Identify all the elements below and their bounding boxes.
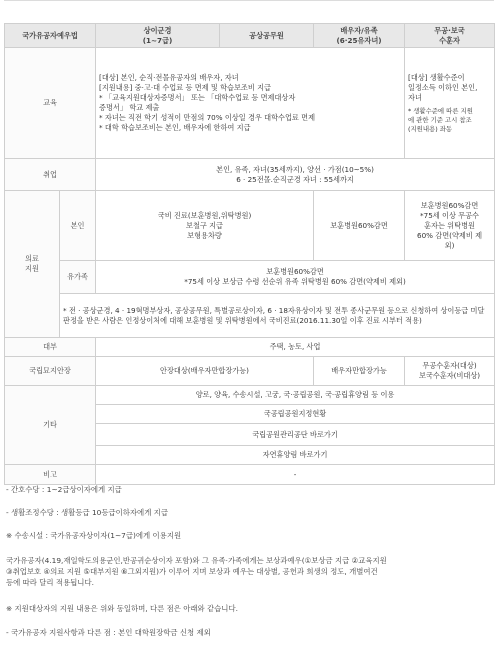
label-loan: 대부 bbox=[5, 338, 96, 357]
label-medical-family: 유가족 bbox=[60, 261, 96, 294]
row-medical-self bbox=[5, 191, 495, 261]
note-nursing-allowance: - 간호수당 : 1~2급상이자에게 지급 bbox=[6, 485, 122, 494]
row-remarks bbox=[5, 465, 495, 485]
medical-self-last: 보훈병원60%감면 *75세 이상 무공수 훈자는 위탁병원 60% 감면(약제비 제 외) bbox=[405, 191, 495, 261]
row-medical-note bbox=[5, 294, 495, 338]
note-summary: 국가유공자(4.19,재일학도의용군인,반공귀순상이자 포함)와 그 유족·가족에게는 보상과예우(①보상금 지급 ②교육지원 ③취업보호 ④의료 지원 ⑤대부지원 ⑥그외지원)가 이루어 지며 보상과 예우는 대상별, 공헌과 희생의 정도, 개별여건 등에 따라 달리 적용됩니다. bbox=[6, 556, 387, 587]
medical-self-text: 국비 진료(보훈병원,위탁병원) 보철구 지급 보형용차량 bbox=[96, 191, 314, 261]
education-last-note: * 생활수준에 따른 지원 에 관한 기준 고시 참조 (지원내용) 좌동 bbox=[408, 106, 473, 133]
link-recreation-forest[interactable]: 자연휴양림 바로가기 bbox=[96, 446, 495, 465]
education-last-cell bbox=[405, 48, 495, 159]
medical-family-text: 보훈병원60%감면 *75세 이상 보상금 수령 선순위 유족 위탁병원 60% 감면(약제비 제외) bbox=[96, 261, 495, 294]
row-education bbox=[5, 48, 495, 159]
education-last-text: [대상] 생활수준이 일정소득 이하인 본인, 자녀 bbox=[408, 72, 478, 102]
row-etc-1 bbox=[5, 386, 495, 405]
row-employment bbox=[5, 159, 495, 191]
label-medical: 의료 지원 bbox=[5, 191, 60, 338]
header-disabled-veterans: 상이군경 (1~7급) bbox=[96, 24, 220, 48]
header-law: 국가유공자예우법 bbox=[5, 24, 96, 48]
remarks-text: - bbox=[96, 465, 495, 485]
loan-text: 주택, 농토, 사업 bbox=[96, 338, 495, 357]
label-remarks: 비고 bbox=[5, 465, 96, 485]
cemetery-last: 무공수훈자(대상) 보국수훈자(비대상) bbox=[405, 357, 495, 386]
header-spouse-family: 배우자/유족 (6·25유자녀) bbox=[314, 24, 405, 48]
row-loan bbox=[5, 338, 495, 357]
link-national-park-service[interactable]: 국립공원관리공단 바로가기 bbox=[96, 424, 495, 446]
employment-text: 본인, 유족, 자녀(35세까지), 양선 · 가점(10~5%) 6 · 25전몰.순직군경 자녀 : 55세까지 bbox=[96, 159, 495, 191]
note-same-support: ※ 지원대상자의 지원 내용은 위와 동일하며, 다른 점은 아래와 같습니다. bbox=[6, 604, 238, 613]
note-transport: ※ 수송시설 : 국가유공자상이자(1~7급)에게 이용지원 bbox=[6, 531, 182, 540]
header-public-officials: 공상공무원 bbox=[220, 24, 314, 48]
medical-self-spouse: 보훈병원60%감면 bbox=[314, 191, 405, 261]
medical-note-text: * 전 · 공상군경, 4 · 19혁명부상자, 공상공무원, 특별공로상이자, 6 · 18자유상이자 및 전투 종사군무원 등으로 신청하여 상이등급 미달 판정을 받은 사람은 인정상이처에 대해 보훈병원 및 위탁병원에서 국비진료(2016.11.30일 이후 진료 시부터 적용) bbox=[60, 294, 495, 338]
link-national-parks-status[interactable]: 국공립공원지정현황 bbox=[96, 405, 495, 424]
header-merit-recipients: 무공·보국 수훈자 bbox=[405, 24, 495, 48]
education-text: [대상] 본인, 순직·전몰유공자의 배우자, 자녀 [지원내용] 중·고·대 수업료 등 면제 및 학습보조비 지급 * 「교육지원대상자증명서」 또는 「대학수업료 등 면제대상자 증명서」 학교 제출 * 자녀는 직전 학기 성적이 만점의 70% 이상일 경우 대학수업료 면제 * 대학 학습보조비는 본인, 배우자에 한하여 지급 bbox=[96, 48, 405, 159]
label-employment: 취업 bbox=[5, 159, 96, 191]
label-medical-self: 본인 bbox=[60, 191, 96, 261]
label-education: 교육 bbox=[5, 48, 96, 159]
etc-item-facilities: 양로, 양육, 수송시설, 고궁, 국·공립공원, 국·공립휴양림 등 이용 bbox=[96, 386, 495, 405]
cemetery-main: 안장대상(배우자만합장가능) bbox=[96, 357, 314, 386]
benefits-table bbox=[4, 23, 495, 485]
row-cemetery bbox=[5, 357, 495, 386]
top-divider bbox=[4, 0, 494, 1]
label-cemetery: 국립묘지안장 bbox=[5, 357, 96, 386]
note-difference: - 국가유공자 지원사항과 다른 점 : 본인 대학원장학금 신청 제외 bbox=[6, 628, 211, 637]
cemetery-spouse: 배우자만합장가능 bbox=[314, 357, 405, 386]
row-medical-family bbox=[5, 261, 495, 294]
note-living-allowance: - 생활조정수당 : 생활등급 10등급이하자에게 지급 bbox=[6, 508, 168, 517]
table-header-row bbox=[5, 24, 495, 48]
label-etc: 기타 bbox=[5, 386, 96, 465]
